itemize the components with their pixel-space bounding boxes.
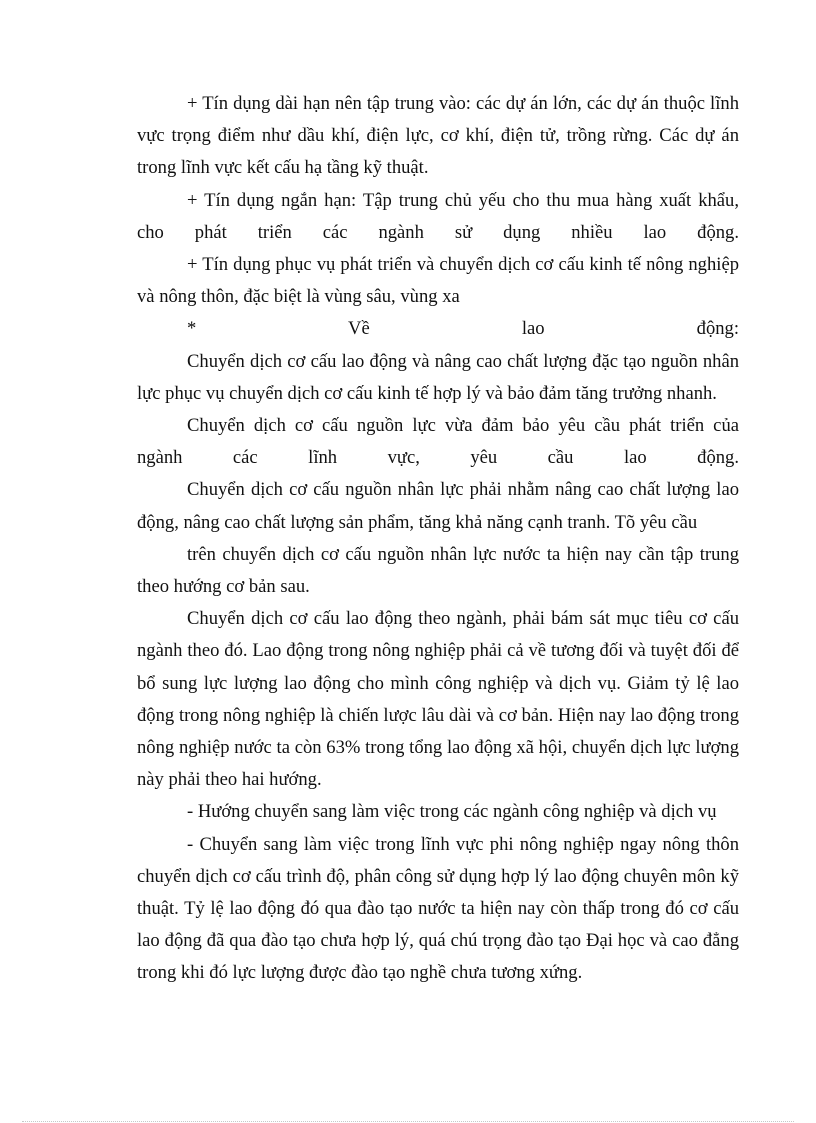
paragraph-human-resource-quality: Chuyển dịch cơ cấu nguồn nhân lực phải nhằm nâng cao chất lượng lao động, nâng cao chất lượng sản phẩm, tăng khả năng cạnh tranh. Tõ yêu cầu [137,479,739,533]
page-bottom-divider [22,1121,794,1122]
paragraph-basic-direction: trên chuyển dịch cơ cấu nguồn nhân lực nước ta hiện nay cần tập trung theo hướng cơ bản sau. [137,543,739,598]
paragraph-labor-by-sector: Chuyển dịch cơ cấu lao động theo ngành, phải bám sát mục tiêu cơ cấu ngành theo đó. Lao động trong nông nghiệp phải cả về tương đối và tuyệt đối để bổ sung lực lượng lao động cho mình công nghiệp và dịch vụ. Giảm tỷ lệ lao động trong nông nghiệp là chiến lược lâu dài và cơ bản. Hiện nay lao động trong nông nghiệp nước ta còn 63% trong tổng lao động xã hội, chuyển dịch lực lượng này phải theo hai hướng. [137,608,739,791]
document-body [137,88,739,990]
paragraph-resource-shift: Chuyển dịch cơ cấu nguồn lực vừa đảm bảo yêu cầu phát triển của [187,415,739,437]
bullet-industry-services: - Hướng chuyển sang làm việc trong các ngành công nghiệp và dịch vụ [187,801,717,823]
paragraph-labor-industries: cho phát triển các ngành sử dụng nhiều lao động. [137,221,739,243]
paragraph-agriculture-credit: + Tín dụng phục vụ phát triển và chuyển dịch cơ cấu kinh tế nông nghiệp và nông thôn, đặc biệt là vùng sâu, vùng xa [137,254,739,308]
paragraph-long-term-credit: + Tín dụng dài hạn nên tập trung vào: các dự án lớn, các dự án thuộc lĩnh vực trọng điểm như dầu khí, điện lực, cơ khí, điện tử, trồng rừng. Các dự án trong lĩnh vực kết cấu hạ tầng kỹ thuật. [137,93,739,179]
paragraph-labor-structure: Chuyển dịch cơ cấu lao động và nâng cao chất lượng đặc tạo nguồn nhân lực phục vụ chuyển dịch cơ cấu kinh tế hợp lý và bảo đảm tăng trưởng nhanh. [137,350,739,404]
paragraph-short-term-credit: + Tín dụng ngắn hạn: Tập trung chủ yếu cho thu mua hàng xuất khẩu, [187,189,739,211]
bullet-non-agriculture-rural: - Chuyển sang làm việc trong lĩnh vực phi nông nghiệp ngay nông thôn chuyển dịch cơ cấu trình độ, phân công sử dụng hợp lý lao động chuyên môn kỹ thuật. Tỷ lệ lao động đó qua đào tạo nước ta hiện nay còn thấp trong đó cơ cấu lao động đã qua đào tạo chưa hợp lý, quá chú trọng đào tạo Đại học và cao đẳng trong khi đó lực lượng được đào tạo nghề chưa tương xứng. [137,833,739,984]
section-heading-labor: * Về lao động: [187,318,739,340]
paragraph-fields-requirements: ngành các lĩnh vực, yêu cầu lao động. [137,447,739,469]
